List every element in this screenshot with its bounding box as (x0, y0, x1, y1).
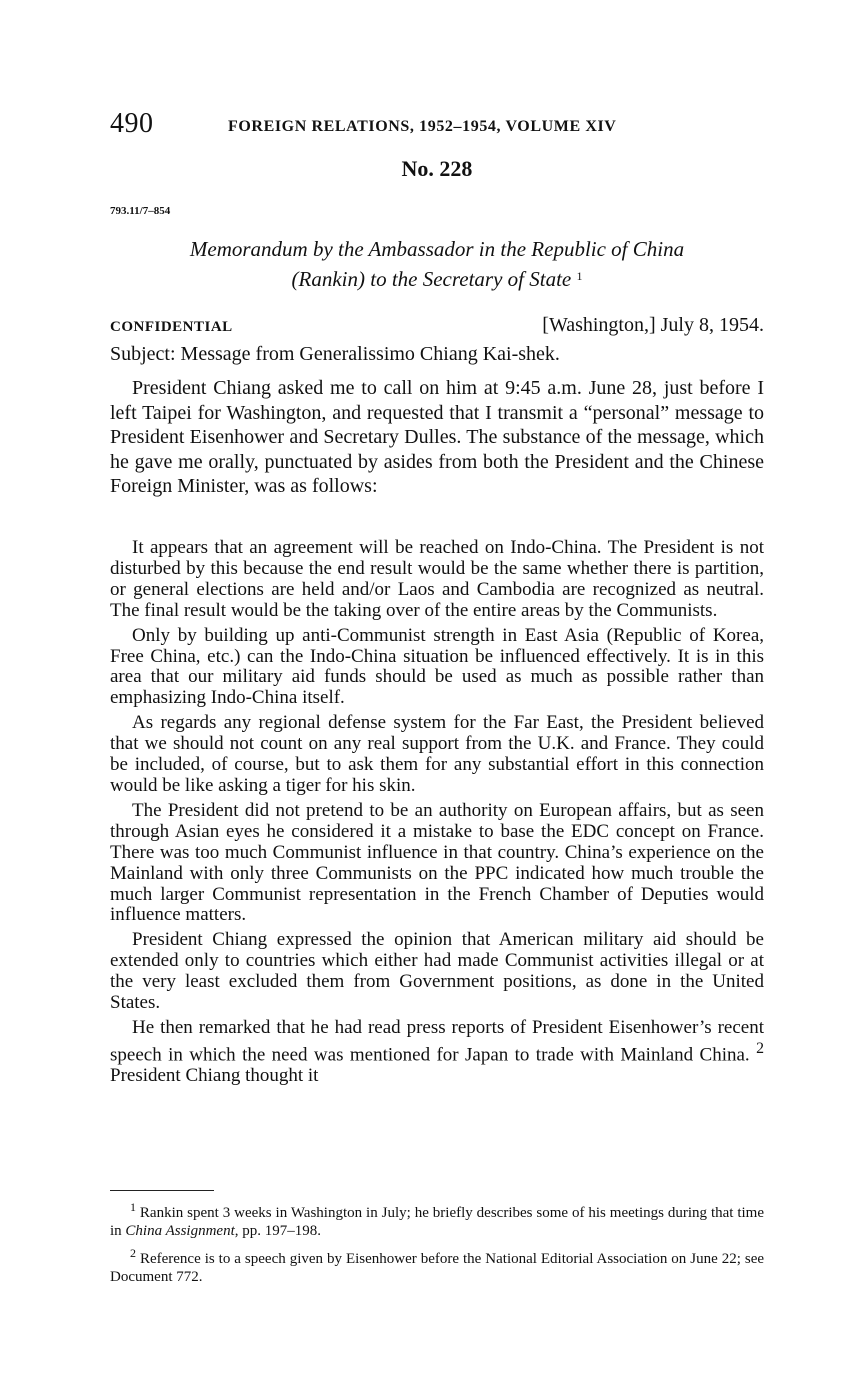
quoted-paragraph: President Chiang expressed the opinion that American military aid should be extended only to countries which either had made Communist activities illegal or at the very least excluded them from Government positions, as done in the United States. (110, 929, 764, 1014)
quoted-paragraph: The President did not pretend to be an authority on European affairs, but as seen through Asian eyes he considered it a mistake to base the EDC concept on France. There was too much Communist influence in that country. China’s experience on the Mainland with only three Communists on the PPC indicated how much trouble the much larger Communist representation in the French Chamber of Deputies would influence matters. (110, 799, 764, 926)
footnote-1-text: Rankin spent 3 weeks in Washington in July; he briefly describes some of his meetings during that time in (110, 1205, 765, 1239)
series-title: FOREIGN RELATIONS, 1952–1954, VOLUME XIV (228, 118, 617, 135)
document-title-line-2 (110, 263, 764, 293)
footnote-marker: 1 (576, 269, 583, 283)
footnote-1-pages: , pp. 197–198. (234, 1223, 321, 1239)
subject-line: Subject: Message from Generalissimo Chiang Kai-shek. (110, 343, 560, 365)
footnotes (110, 1198, 764, 1290)
page-number: 490 (110, 108, 154, 139)
document-title-line-2-text: (Rankin) to the Secretary of State (291, 267, 572, 291)
running-head (110, 108, 764, 148)
document-number: No. 228 (401, 156, 473, 181)
quoted-paragraph: Only by building up anti-Communist strength in East Asia (Republic of Korea, Free China, etc.) can the Indo-China situation be influenced effectively. It is in this area that our military aid funds should be used as much as possible rather than emphasizing Indo-China itself. (110, 624, 764, 709)
quoted-message (110, 538, 764, 1091)
footnote-1 (110, 1198, 764, 1240)
quoted-paragraph-last (110, 1018, 764, 1087)
footnote-2 (110, 1244, 764, 1286)
intro-paragraph: President Chiang asked me to call on him at 9:45 a.m. June 28, just before I left Taipei for Washington, and requested that I transmit a “personal” message to President Eisenhower and Secretary Dulles. The substance of the message, which he gave me orally, punctuated by asides from both the President and the Chinese Foreign Minister, was as follows: (110, 377, 764, 498)
classification-row (110, 314, 764, 340)
classification-label: CONFIDENTIAL (110, 319, 233, 335)
footnote-marker: 1 (130, 1200, 136, 1214)
quoted-paragraph-last-text: He then remarked that he had read press reports of President Eisenhower’s recent speech in which the need was mentioned for Japan to trade with Mainland China. (110, 1016, 764, 1066)
footnote-marker: 2 (756, 1039, 764, 1057)
footnote-2-text: Reference is to a speech given by Eisenhower before the National Editorial Association on June 22; see Document 772. (110, 1251, 765, 1285)
footnote-1-book-title: China Assignment (125, 1223, 235, 1239)
dateline: [Washington,] July 8, 1954. (542, 314, 764, 336)
document-title (110, 236, 764, 293)
quoted-paragraph-last-continuation: President Chiang thought it (110, 1065, 319, 1087)
document-title-line-1: Memorandum by the Ambassador in the Republic of China (189, 237, 685, 261)
file-reference: 793.11/7–854 (110, 205, 171, 217)
footnote-marker: 2 (130, 1246, 136, 1260)
quoted-paragraph: It appears that an agreement will be reached on Indo-China. The President is not disturbed by this because the end result would be the same whether there is partition, or general elections are held and/or Laos and Cambodia are recognized as neutral. The final result would be the taking over of the entire areas by the Communists. (110, 537, 764, 621)
quoted-paragraph: As regards any regional defense system for the Far East, the President believed that we should not count on any real support from the U.K. and France. They could be included, of course, but to ask them for any substantial effort in this connection would be like asking a tiger for his skin. (110, 712, 764, 796)
footnote-divider (110, 1190, 214, 1191)
